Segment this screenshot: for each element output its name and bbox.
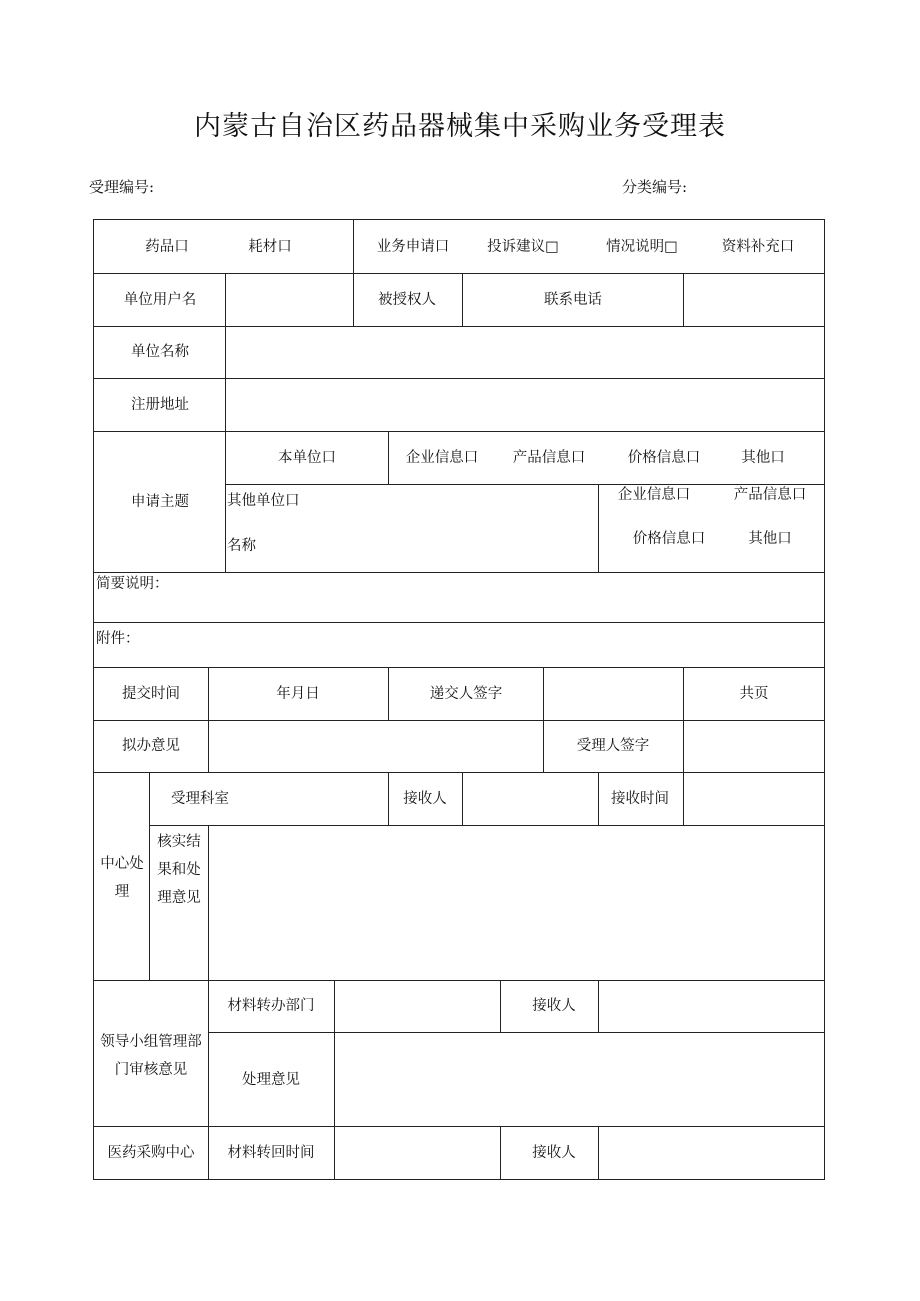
leader-receiver-label: 接收人 xyxy=(532,998,576,1014)
checkbox-consumable[interactable]: 耗材口 xyxy=(248,239,292,255)
acceptor-sign-label: 受理人签字 xyxy=(576,738,650,754)
submitter-sign-label: 递交人签字 xyxy=(429,686,503,702)
grid-line xyxy=(598,980,599,1033)
grid-line xyxy=(353,220,354,273)
checkbox-product-info-2[interactable]: 产品信息口 xyxy=(733,487,807,503)
grid-line xyxy=(388,772,389,825)
grid-line xyxy=(94,378,824,379)
contact-phone-label: 联系电话 xyxy=(544,292,602,308)
checkbox-complaint[interactable]: 投诉建议□ xyxy=(487,239,559,255)
checkbox-supplement[interactable]: 资料补充口 xyxy=(721,239,795,255)
grid-line xyxy=(208,825,209,980)
checkbox-other-unit[interactable]: 其他单位口 xyxy=(227,493,300,509)
grid-line xyxy=(683,667,684,825)
checkbox-price-info-2[interactable]: 价格信息口 xyxy=(632,531,706,547)
pages-label: 共页 xyxy=(739,686,769,702)
return-time-label: 材料转回时间 xyxy=(227,1145,315,1161)
receive-time-label: 接收时间 xyxy=(611,791,669,807)
handling-opinion-label: 处理意见 xyxy=(242,1072,300,1088)
grid-line xyxy=(149,825,824,826)
checkbox-other-2[interactable]: 其他口 xyxy=(748,531,792,547)
grid-line xyxy=(149,772,150,980)
grid-line xyxy=(500,1126,501,1180)
accept-dept-label: 受理科室 xyxy=(171,791,229,807)
attachment-label: 附件： xyxy=(96,631,140,647)
grid-line xyxy=(94,720,824,721)
grid-line xyxy=(334,980,335,1033)
grid-line xyxy=(94,326,824,327)
checkbox-company-info[interactable]: 企业信息口 xyxy=(405,450,479,466)
procurement-center-label: 医药采购中心 xyxy=(107,1145,195,1161)
date-label: 年月日 xyxy=(276,686,320,702)
grid-line xyxy=(94,667,824,668)
grid-line xyxy=(94,772,824,773)
checkbox-other[interactable]: 其他口 xyxy=(741,450,785,466)
grid-line xyxy=(462,273,463,326)
category-no-label: 分类编号: xyxy=(622,178,688,196)
grid-line xyxy=(225,273,226,572)
grid-line xyxy=(334,1126,335,1180)
unit-name-label: 单位名称 xyxy=(131,344,189,360)
grid-line xyxy=(334,1032,335,1126)
unit-username-label: 单位用户名 xyxy=(123,292,197,308)
accept-no-label: 受理编号: xyxy=(89,178,155,196)
grid-line xyxy=(94,431,824,432)
grid-line xyxy=(208,667,209,773)
procurement-receiver-label: 接收人 xyxy=(532,1145,576,1161)
proposal-label: 拟办意见 xyxy=(122,738,180,754)
grid-line xyxy=(94,1126,824,1127)
grid-line xyxy=(462,772,463,825)
other-unit-name-label: 名称 xyxy=(227,538,256,554)
center-receiver-label: 接收人 xyxy=(403,791,447,807)
grid-line xyxy=(598,484,599,572)
page-title: 内蒙古自治区药品器械集中采购业务受理表 xyxy=(194,111,726,142)
verify-result-label: 核实结果和处理意见 xyxy=(157,834,201,906)
application-form xyxy=(93,219,825,1180)
grid-line xyxy=(543,667,544,773)
transfer-dept-label: 材料转办部门 xyxy=(227,998,315,1014)
checkbox-product-info[interactable]: 产品信息口 xyxy=(512,450,586,466)
grid-line xyxy=(208,1032,824,1033)
grid-line xyxy=(388,667,389,720)
grid-line xyxy=(94,980,824,981)
grid-line xyxy=(94,572,824,573)
grid-line xyxy=(598,772,599,825)
grid-line xyxy=(500,980,501,1033)
registered-address-label: 注册地址 xyxy=(131,397,189,413)
checkbox-own-unit[interactable]: 本单位口 xyxy=(278,450,336,466)
grid-line xyxy=(94,622,824,623)
grid-line xyxy=(208,980,209,1180)
brief-description-label: 简要说明： xyxy=(96,576,169,592)
grid-line xyxy=(683,273,684,326)
checkbox-drug[interactable]: 药品口 xyxy=(145,239,189,255)
grid-line xyxy=(94,273,824,274)
center-processing-label: 中心处理 xyxy=(100,856,144,900)
submit-time-label: 提交时间 xyxy=(122,686,180,702)
leader-group-label: 领导小组管理部门审核意见 xyxy=(100,1034,202,1078)
grid-line xyxy=(598,1126,599,1180)
checkbox-price-info[interactable]: 价格信息口 xyxy=(627,450,701,466)
checkbox-company-info-2[interactable]: 企业信息口 xyxy=(617,487,691,503)
subject-label: 申请主题 xyxy=(131,494,189,510)
grid-line xyxy=(388,431,389,484)
grid-line xyxy=(353,273,354,326)
checkbox-situation[interactable]: 情况说明□ xyxy=(606,239,678,255)
authorized-person-label: 被授权人 xyxy=(378,292,436,308)
checkbox-business-apply[interactable]: 业务申请口 xyxy=(376,239,450,255)
